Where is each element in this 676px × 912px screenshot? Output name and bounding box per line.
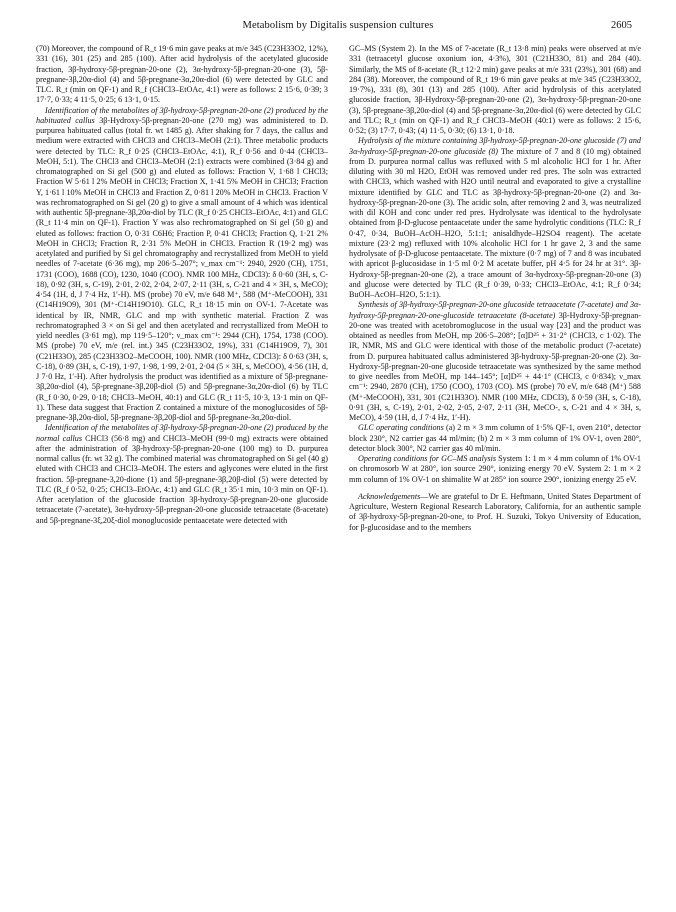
acknowledgements xyxy=(349,492,641,533)
paragraph xyxy=(349,136,641,300)
paragraph-text: The mixture of 7 and 8 (10 mg) obtained from D. purpurea normal callus was refluxed with 5 ml alcoholic HCl for 1 hr. After diluting with 30 ml H2O, EtOH was removed under red pres. The soln was extracted with CHCl3, which washed with H2O until neutral and evaporated to give a crystalline mixture identified by GLC and TLC as 3β-hydroxy-5β-pregnan-20-one (2) and 3α-hydroxy-5β-pregnan-20-one (3). The acidic soln, after removing 2 and 3, was neutralized with dil KOH and conc under red pres. Hydrolysate was identical to the hydrolysate obtained from β-D-glucose pentaacetate under the same hydrolytic conditions (TLC: R_f 0·47, 0·34, BuOH–AcOH–H2O, 5:1:1; anisaldhyde–H2SO4 reagent). The acetate mixture (23·2 mg) refluxed with 10% alcoholic HCl for 1 hr gave 2, 3 and the same hydrolysate of β-D-glucose pentaacetate. The mixture (0·7 mg) of 7 and 8 was incubated with apricot β-glucosidase in 1·5 ml 0·2 M acetate buffer, pH 4·5 for 24 hr at 31°. 3β-Hydroxy-5β-pregnan-20-one (2), a trace amount of 3α-hydroxy-5β-pregnan-20-one (3) and glucose were detected by TLC (R_f 0·39, 0·33; CHCl3–EtOAc, 4:1; R_f 0·34; BuOH–AcOH–H2O, 5:1:1). xyxy=(349,146,641,299)
left-column xyxy=(36,44,328,526)
acknowledgements-text: —We are grateful to Dr E. Heftmann, United States Department of Agriculture, Western Regional Research Laboratory, California, for an authentic sample of 3β-hydroxy-5β-pregnan-20-one, to Prof. H. Suzuki, Tokyo University of Education, for β-glucosidase and to the members xyxy=(349,491,641,532)
paragraph xyxy=(36,106,328,424)
paragraph: (70) Moreover, the compound of R_t 19·6 min gave peaks at m/e 345 (C23H33O2, 12%), 331 (16), 301 (25) and 285 (100). After acid hydrolysis of the acetylated glucoside fraction, 3β-hydroxy-5β-pregnan-20-one (2), 3α-hydroxy-5β-pregnan-20-one (3), 5β-pregnane-3β,20α-diol (4) and 5β-pregnane-3α,20α-diol (6) were detected by GLC and TLC. R_t (min on QF-1) and R_f (CHCl3–EtOAc, 4:1) were as follows: 2 15·6, 0·39; 3 17·7, 0·33; 4 11·5, 0·25; 6 13·1, 0·15. xyxy=(36,44,328,105)
paragraph xyxy=(36,423,328,526)
right-column xyxy=(349,44,641,533)
paragraph: GC–MS (System 2). In the MS of 7-acetate (R_t 13·8 min) peaks were observed at m/e 331 (tetraacetyl glucose oxonium ion, 4·3%), 301 (C21H33O, 81) and 284 (40). Similarly, the MS of 8-acetate (R_t 12·2 min) gave peaks at m/e 331 (23%), 301 (68) and 284 (38). Moreover, the compound of R_t 19·6 min gave peaks at m/e 345 (C23H33O2, 19·7%), 331 (8), 301 (13) and 285 (100). After acid hydrolysis of this acetylated glucoside fraction, 3β-Hydroxy-5β-pregnan-20-one (2), 3α-hydroxy-5β-pregnan-20-one (3), 5β-pregnane-3β,20α-diol (4) and 5β-pregnane-3α,20α-diol (6) were detected by GLC and TLC; R_t (min on QF-1) and R_f CHCl3–MeOH (40:1) were as follows: 2 15·6, 0·52; (3) 17·7, 0·43; (4) 11·5, 0·30; (6) 13·1, 0·18. xyxy=(349,44,641,135)
running-head xyxy=(0,20,676,34)
paragraph-text: CHCl3 (56·8 mg) and CHCl3–MeOH (99·0 mg) extracts were obtained after the administration of 3β-hydroxy-5β-pregnan-20-one (100 mg) to D. purpurea normal callus (fr. wt 32 g). The combined material was chromatographed on Si gel (40 g) eluted with CHCl3 and CHCl3–MeOH. The esters and aglycones were eluted in the first fraction. 5β-pregnane-3,20-dione (1) and 5β-pregnane-3β,20β-diol (5) were detected by TLC (R_f 0·52, 0·25; CHCl3–EtOAc, 4:1) and GLC (R_t 35·1 min, 10·3 min on QF-1). After acetylation of the glucoside fraction 3β-hydroxy-5β-pregnan-20-one glucoside tetraacetate (7-acetate), 3α-hydroxy-5β-pregnan-20-one glucoside tetraacetate (8-acetate) and 5β-pregnane-3ξ,20ξ-diol monoglucoside pentaacetate were detected with xyxy=(36,433,328,525)
paragraph-text: System 1: 1 m × 4 mm column of 1% OV-1 on chromosorb W at 280°, ion source 290°, ionizing energy 70 eV. System 2: 1 m × 2 mm column of 1% OV-1 on shimalite W at 285° ion source 290°, ionizing energy 25 eV. xyxy=(349,454,641,484)
section-heading: Synthesis of 3β-hydroxy-5β-pregnan-20-one glucoside tetraacetate (7-acetate) and 3α-hydroxy-5β-pregnan-20-one-glucoside tetraacetate (8-acetate) xyxy=(349,300,641,320)
page-number: 2605 xyxy=(611,20,632,31)
paragraph xyxy=(349,454,641,485)
paragraph-text: (a) 2 m × 3 mm column of 1·5% QF-1, oven 210°, detector block 230°, N2 carrier gas 44 ml/min; (b) 2 m × 3 mm column of 1% OV-1, oven 280°, detector block 300°, N2 carrier gas 40 ml/min. xyxy=(349,423,641,453)
paragraph xyxy=(349,300,641,423)
section-heading: Identification of the metabolites of 3β-hydroxy-5β-pregnan-20-one (2) produced by the habituated callus xyxy=(36,105,328,125)
paragraph xyxy=(349,423,641,454)
running-head-title: Metabolism by Digitalis suspension cultures xyxy=(242,20,434,31)
section-heading: Operating conditions for GC–MS analysis xyxy=(358,454,497,463)
section-heading: Identification of the metabolites of 3β-hydroxy-5β-pregnan-20-one (2) produced by the normal callus xyxy=(36,423,328,443)
paragraph-text: 3β-Hydroxy-5β-pregnan-20-one was treated with acetobromoglucose in the usual way [23] and the product was obtained as needles from MeOH, mp 206·5–208°; [α]D²⁵ + 31·2° (CHCl3, c 1·02). The IR, NMR, MS and GLC were identical with those of the metabolic product (7-acetate) from D. purpurea habituated callus administered 3β-hydroxy-5β-pregnan-20-one (2). 3α-Hydroxy-5β-pregnan-20-one glucoside tetraacetate was synthesized by the same method to give needles from MeOH, mp 144–145°; [α]D²⁵ + 44·1° (CHCl3, c 0·834); ν_max cm⁻¹: 2940, 2870 (CH), 1750 (COO), 1703 (CO). MS (probe) 70 eV, m/e 648 (M⁺) 588 (M⁺-MeCOOH), 331, 301 (C21H33O). NMR (100 MHz, CDCl3), δ 0·59 (3H, s, C-18), 0·91 (3H, s, C-19), 2·01, 2·02, 2·05, 2·07, 2·11 (3H, MeCO-, s, C-21 and 4 × 3H, s, MeCO), 4·59 (1H, d, J 7·4 Hz, 1′-H). xyxy=(349,310,641,422)
section-heading: GLC operating conditions xyxy=(358,423,444,433)
paragraph-text: 3β-Hydroxy-5β-pregnan-20-one (270 mg) was administered to D. purpurea habituated callus (total fr. wt 1485 g). After shaking for 7 days, the callus and medium were extracted with CHCl3 and CHCl3–MeOH (2:1). Three metabolic products were detected by TLC: R_f 0·25 (CHCl3–EtOAc, 4:1), R_f 0·56 and 0·44 (CHCl3–MeOH, 5:1). The CHCl3 and CHCl3–MeOH (2:1) extracts were combined (3·84 g) and chromatographed on Si gel (500 g) and eluted as follows: Fraction V, 1·68 l CHCl3; Fraction W 5·61 l 2% MeOH in CHCl3; Fraction X, 1·41 5% MeOH in CHCl3; Fraction Y, 1·61 l 10% MeOH in CHCl3 and Fraction Z, 0·81 l 20% MeOH in CHCl3. Fraction V was rechromatographed on Si gel (20 g) to give a small amount of 4 which was identical with authentic 5β-pregnane-3β,20α-diol by TLC (R_f 0·25 CHCl3–EtOAc, 4:1) and GLC (R_t 11·4 min on QF-1). Fraction Y was also rechromatographed on Si gel (50 g) and eluted as follows: fraction O, 0·31 C6H6; Fraction P, 0·41 CHCl3; Fraction Q, 1·21 2% MeOH in CHCl3; Fraction R, 2·31 5% MeOH in CHCl3. Fraction R (19·2 mg) was acetylated and purified by Si gel chromatography and recrystallized from MeOH to yield needles of 7-acetate (6·36 mg), mp 206·5–207°; ν_max cm⁻¹: 2940, 2920 (CH), 1751, 1731 (COO), 1688 (CO), 1230, 1040 (COO). NMR 100 MHz, CDCl3): δ 0·60 (3H, s, C-18), 0·92 (3H, s, C-19), 2·01, 2·02, 2·04, 2·07, 2·11 (3H, s, C-21 and 4 × 3H, s, MeCO); 4·54 (1H, d, J 7·4 Hz, 1′-H). MS (probe) 70 eV, m/e 648 M⁺, 588 (M⁺-MeCOOH), 331 (C14H19O9), 301 (M⁺-C14H19O10). GLC, R_t 18·15 min on OV-1. 7-Acetate was identical by IR, NMR, GLC and mp with synthetic material. Fraction Z was rechromatographed 3 × on Si gel and then acetylated and recrystallized from MeOH to yield needles (3·61 mg), mp 119·5–120°; ν_max cm⁻¹: 2944 (CH), 1754, 1738 (COO). MS (probe) 70 eV, m/e (rel. int.) 345 (C23H33O2, 19%), 331 (C14H19O9, 7), 301 (C21H33O), 285 (C23H33O2–MeCOOH, 100). NMR (100 MHz, CDCl3): δ 0·63 (3H, s, C-18), 0·89 (3H, s, C-19), 1·97, 1·98, 1·99, 2·01, 2·04 (5 × 3H, s, MeCOO), 4·56 (1H, d, J 7·0 Hz, 1′-H). After hydrolysis the product was identified as a mixture of 5β-pregnane-3β,20α-diol (4), 5β-pregnane-3β,20β-diol (5) and 5β-pregnane-3α,20α-diol (6) by TLC (R_f 0·30, 0·29, 0·18; CHCl3–MeOH, 40:1) and GLC (R_t 11·5, 10·3, 13·1 min on QF-1). These data suggest that Fraction Z contained a mixture of the monoglucosides of 5β-pregnane-3β,20α-diol, 5β-pregnane-3β,20β-diol and 5β-pregnane-3α,20α-diol. xyxy=(36,115,328,422)
section-heading: Hydrolysis of the mixture containing 3β-hydroxy-5β-pregnan-20-one glucoside (7) and 3α-hydroxy-5β-pregnan-20-one glucoside (8) xyxy=(349,136,641,156)
acknowledgements-heading: Acknowledgements xyxy=(358,491,421,501)
